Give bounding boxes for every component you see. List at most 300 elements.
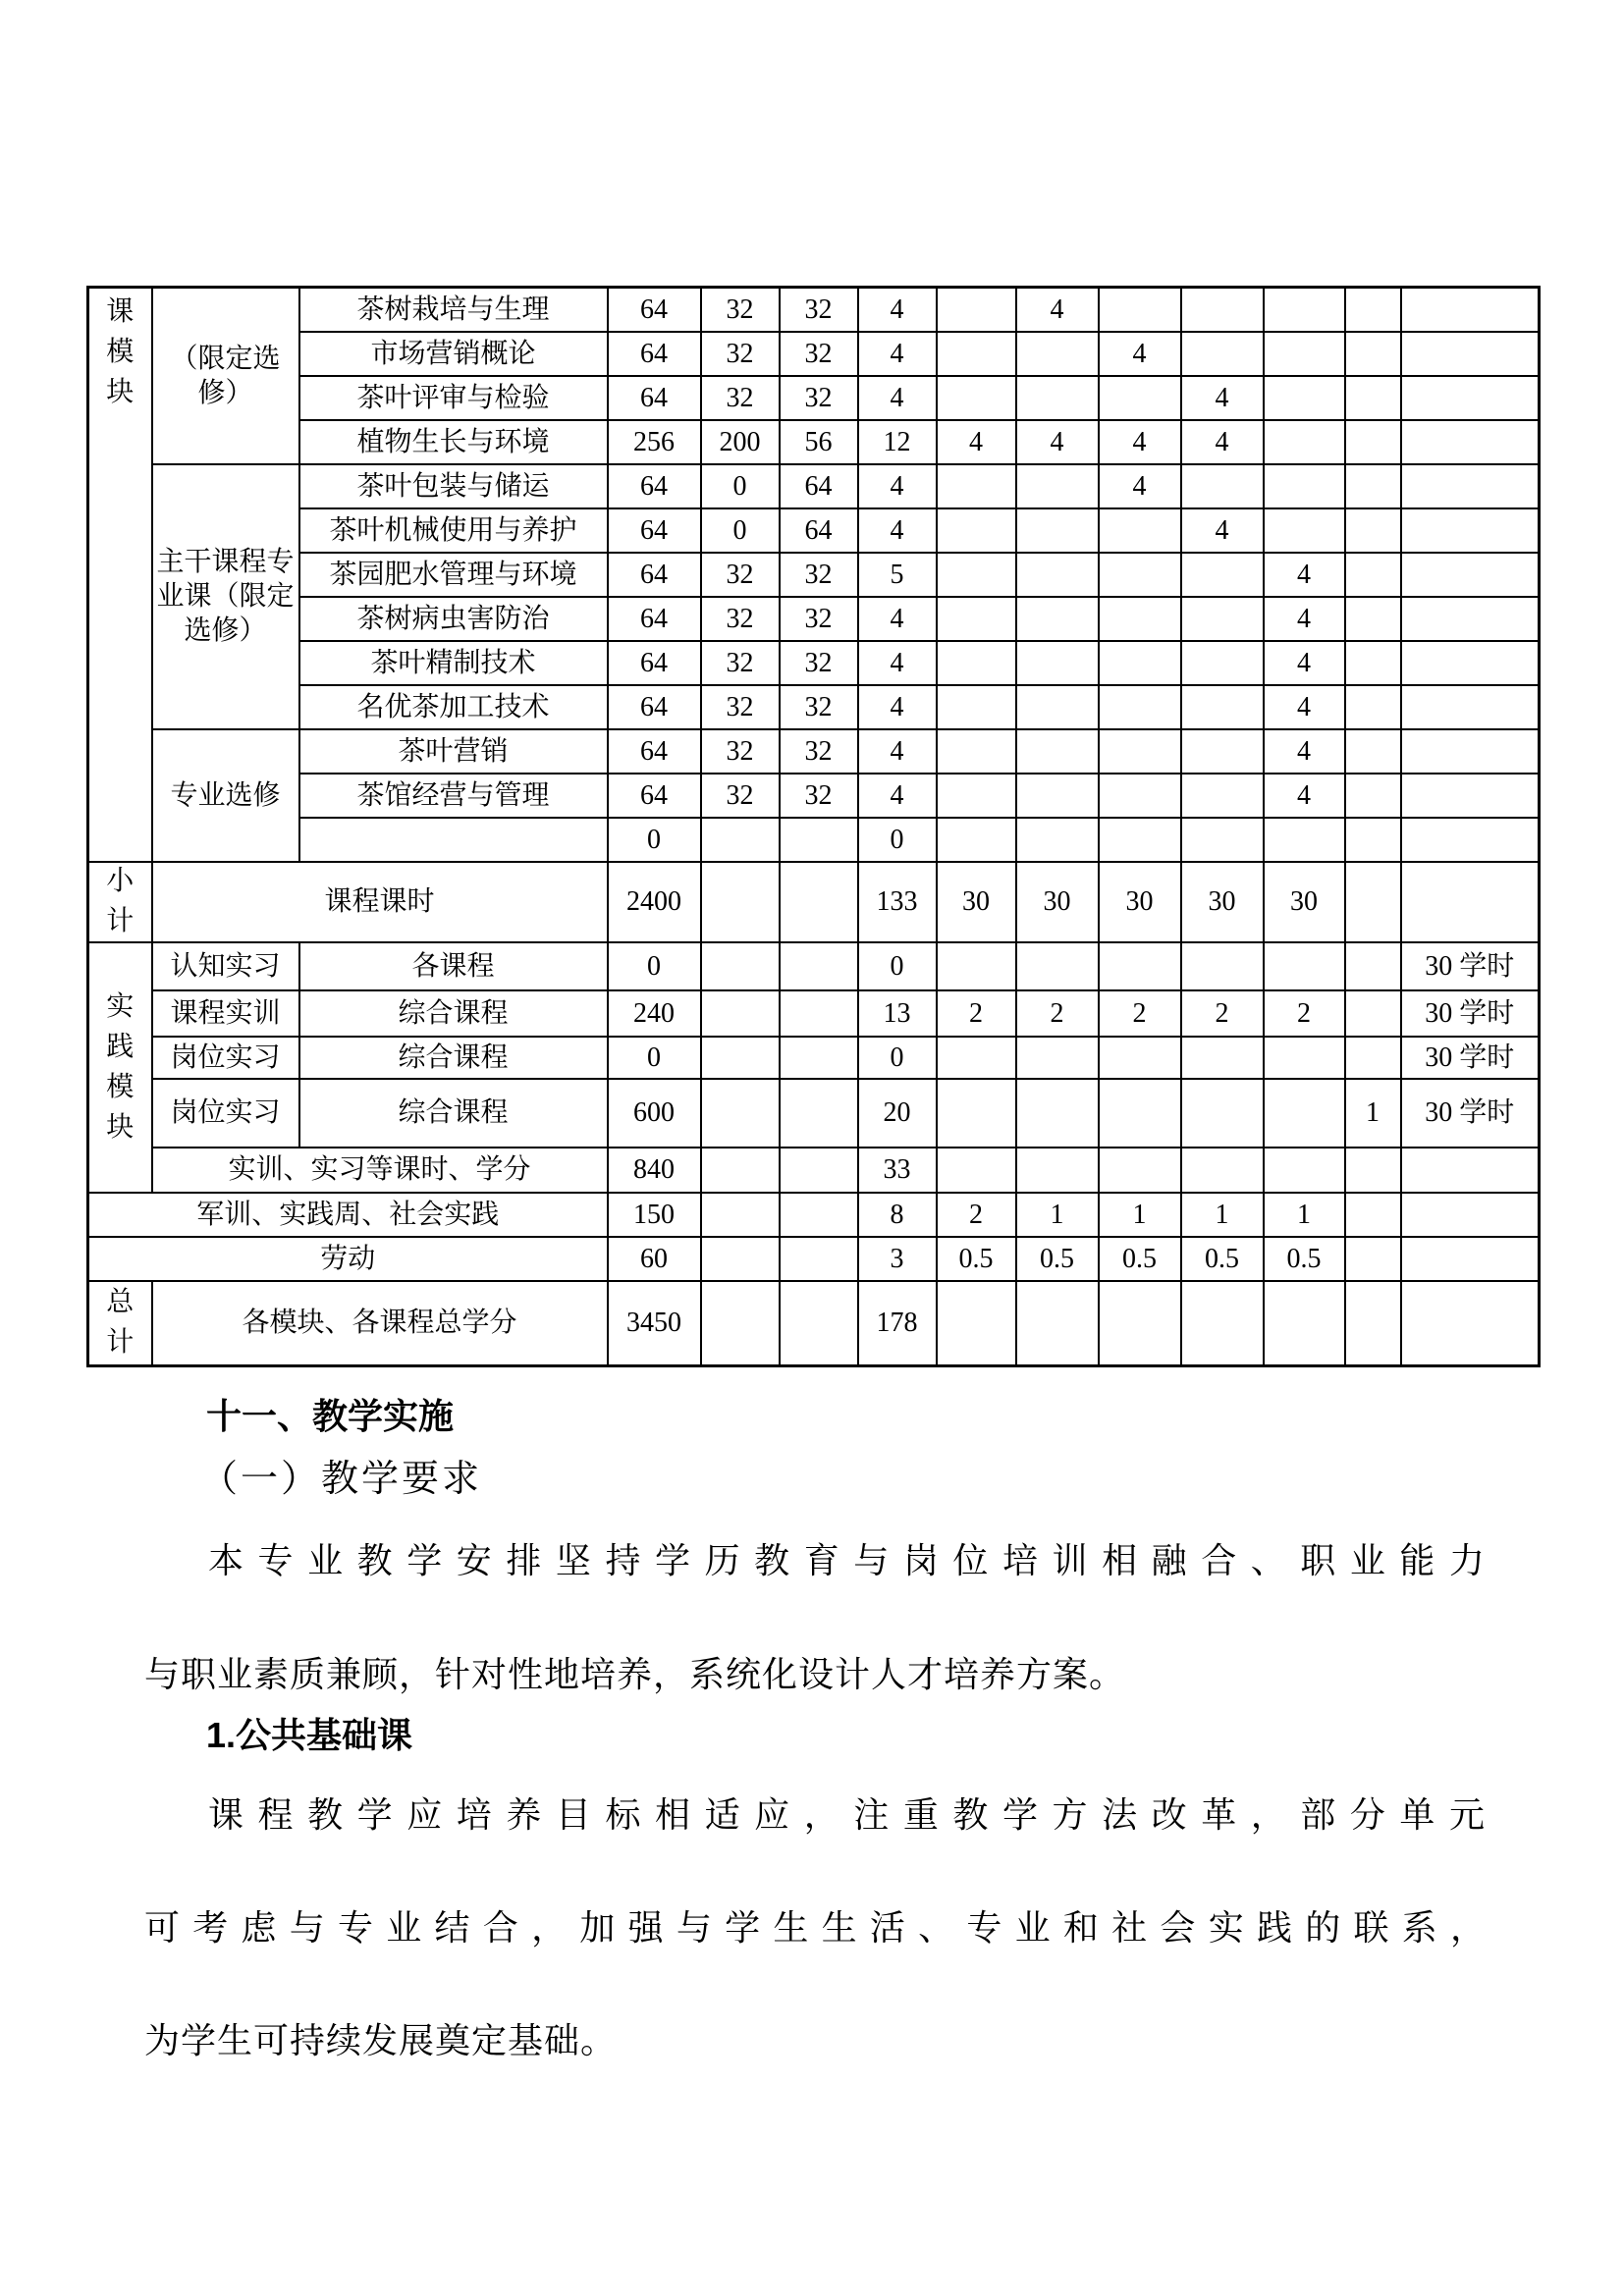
cell-theory: 32 bbox=[701, 774, 780, 818]
practice-row bbox=[88, 990, 1540, 1037]
cell-sem2 bbox=[1016, 1037, 1099, 1079]
cell-practice: 32 bbox=[780, 553, 858, 597]
cell-sem2 bbox=[1016, 729, 1099, 774]
cell-credits: 8 bbox=[858, 1193, 937, 1237]
cell-sem1: 2 bbox=[937, 990, 1016, 1037]
cell-sem3 bbox=[1099, 942, 1181, 990]
cell-sem1 bbox=[937, 464, 1016, 508]
course-name: 茶园肥水管理与环境 bbox=[299, 553, 608, 597]
cell-sem3 bbox=[1099, 597, 1181, 641]
cell-practice bbox=[780, 1079, 858, 1148]
cell-hours: 240 bbox=[608, 990, 701, 1037]
cell-theory bbox=[701, 1037, 780, 1079]
cell-hours: 64 bbox=[608, 288, 701, 332]
cell-theory bbox=[701, 1079, 780, 1148]
cell-sem6 bbox=[1345, 376, 1401, 420]
cell-sem6 bbox=[1345, 990, 1401, 1037]
course-name: 茶馆经营与管理 bbox=[299, 774, 608, 818]
labor-row bbox=[88, 1237, 1540, 1281]
cell-hours: 64 bbox=[608, 774, 701, 818]
grand-total-row bbox=[88, 1281, 1540, 1366]
category-limited-elective: （限定选修） bbox=[152, 288, 299, 464]
cell-sem6 bbox=[1345, 464, 1401, 508]
item-heading: 1.公共基础课 bbox=[206, 1715, 413, 1755]
cell-practice: 64 bbox=[780, 508, 858, 553]
cell-sem6 bbox=[1345, 1148, 1401, 1193]
cell-practice bbox=[780, 942, 858, 990]
table-row bbox=[88, 288, 1540, 332]
cell-theory bbox=[701, 942, 780, 990]
cell-sem2 bbox=[1016, 641, 1099, 685]
cell-sem2: 0.5 bbox=[1016, 1237, 1099, 1281]
cell-sem2: 4 bbox=[1016, 420, 1099, 464]
practice-course: 综合课程 bbox=[299, 1037, 608, 1079]
cell-hours: 150 bbox=[608, 1193, 701, 1237]
cell-sem2: 4 bbox=[1016, 288, 1099, 332]
table-row bbox=[88, 597, 1540, 641]
cell-sem4 bbox=[1181, 818, 1264, 862]
cell-hours: 3450 bbox=[608, 1281, 701, 1366]
cell-theory bbox=[701, 862, 780, 942]
subtotal-title: 课程课时 bbox=[152, 862, 608, 942]
cell-note bbox=[1401, 818, 1540, 862]
course-name: 茶叶营销 bbox=[299, 729, 608, 774]
cell-practice bbox=[780, 862, 858, 942]
table-row bbox=[88, 464, 1540, 508]
cell-sem3: 4 bbox=[1099, 464, 1181, 508]
practice-course: 综合课程 bbox=[299, 990, 608, 1037]
cell-practice: 32 bbox=[780, 376, 858, 420]
cell-sem6 bbox=[1345, 1281, 1401, 1366]
cell-sem3 bbox=[1099, 1148, 1181, 1193]
cell-sem6 bbox=[1345, 818, 1401, 862]
cell-sem5: 4 bbox=[1264, 553, 1345, 597]
cell-sem3: 4 bbox=[1099, 420, 1181, 464]
cell-sem1 bbox=[937, 774, 1016, 818]
cell-sem2 bbox=[1016, 553, 1099, 597]
cell-theory: 32 bbox=[701, 553, 780, 597]
military-label: 军训、实践周、社会实践 bbox=[88, 1193, 608, 1237]
module-label-cell bbox=[88, 942, 152, 1193]
cell-sem2 bbox=[1016, 1079, 1099, 1148]
cell-note bbox=[1401, 288, 1540, 332]
cell-note bbox=[1401, 1237, 1540, 1281]
cell-sem6 bbox=[1345, 685, 1401, 729]
practice-module-label: 实 践 模 块 bbox=[106, 990, 135, 1143]
cell-sem2 bbox=[1016, 685, 1099, 729]
cell-sem5: 4 bbox=[1264, 641, 1345, 685]
cell-sem6 bbox=[1345, 1037, 1401, 1079]
cell-sem4 bbox=[1181, 1037, 1264, 1079]
cell-theory: 32 bbox=[701, 641, 780, 685]
grand-total-title: 各模块、各课程总学分 bbox=[152, 1281, 608, 1366]
cell-sem3: 4 bbox=[1099, 332, 1181, 376]
table-row bbox=[88, 508, 1540, 553]
category-professional-elective: 专业选修 bbox=[152, 729, 299, 862]
course-name bbox=[299, 818, 608, 862]
subsection-heading: （一）教学要求 bbox=[200, 1459, 483, 1500]
cell-note bbox=[1401, 420, 1540, 464]
cell-sem2 bbox=[1016, 1148, 1099, 1193]
paragraph-line: 本专业教学安排坚持学历教育与岗位培训相融合、职业能力 bbox=[208, 1541, 1485, 1580]
cell-sem1 bbox=[937, 332, 1016, 376]
cell-sem2 bbox=[1016, 508, 1099, 553]
cell-theory: 32 bbox=[701, 597, 780, 641]
cell-theory bbox=[701, 1148, 780, 1193]
cell-sem5: 2 bbox=[1264, 990, 1345, 1037]
cell-theory bbox=[701, 1237, 780, 1281]
cell-hours: 0 bbox=[608, 942, 701, 990]
cell-hours: 64 bbox=[608, 464, 701, 508]
cell-theory: 0 bbox=[701, 508, 780, 553]
cell-sem4 bbox=[1181, 288, 1264, 332]
cell-sem3 bbox=[1099, 1079, 1181, 1148]
cell-note bbox=[1401, 597, 1540, 641]
paragraph-line: 可考虑与专业结合，加强与学生生活、专业和社会实践的联系， bbox=[144, 1908, 1486, 1948]
cell-note bbox=[1401, 685, 1540, 729]
cell-hours: 0 bbox=[608, 1037, 701, 1079]
cell-practice: 32 bbox=[780, 288, 858, 332]
course-name: 茶叶评审与检验 bbox=[299, 376, 608, 420]
cell-practice: 32 bbox=[780, 729, 858, 774]
table-row bbox=[88, 641, 1540, 685]
cell-sem5: 30 bbox=[1264, 862, 1345, 942]
cell-sem3: 1 bbox=[1099, 1193, 1181, 1237]
cell-sem5: 4 bbox=[1264, 685, 1345, 729]
module-label-cell bbox=[88, 1281, 152, 1366]
cell-hours: 60 bbox=[608, 1237, 701, 1281]
cell-sem1: 4 bbox=[937, 420, 1016, 464]
table-row-empty bbox=[88, 818, 1540, 862]
cell-note bbox=[1401, 1148, 1540, 1193]
cell-sem3 bbox=[1099, 729, 1181, 774]
cell-theory: 32 bbox=[701, 729, 780, 774]
cell-sem3 bbox=[1099, 774, 1181, 818]
cell-sem6: 1 bbox=[1345, 1079, 1401, 1148]
cell-sem5: 4 bbox=[1264, 729, 1345, 774]
cell-theory: 32 bbox=[701, 685, 780, 729]
cell-sem4 bbox=[1181, 942, 1264, 990]
cell-practice: 32 bbox=[780, 774, 858, 818]
cell-sem4 bbox=[1181, 1148, 1264, 1193]
table-row bbox=[88, 420, 1540, 464]
cell-sem4 bbox=[1181, 774, 1264, 818]
module-label-cell bbox=[88, 862, 152, 942]
cell-sem1 bbox=[937, 376, 1016, 420]
course-name: 植物生长与环境 bbox=[299, 420, 608, 464]
cell-sem6 bbox=[1345, 288, 1401, 332]
cell-sem2: 1 bbox=[1016, 1193, 1099, 1237]
cell-hours: 600 bbox=[608, 1079, 701, 1148]
cell-sem5: 4 bbox=[1264, 774, 1345, 818]
cell-sem2 bbox=[1016, 332, 1099, 376]
cell-sem4 bbox=[1181, 685, 1264, 729]
cell-sem5 bbox=[1264, 1037, 1345, 1079]
cell-sem3 bbox=[1099, 288, 1181, 332]
cell-hours: 64 bbox=[608, 332, 701, 376]
cell-theory: 32 bbox=[701, 332, 780, 376]
cell-sem6 bbox=[1345, 553, 1401, 597]
labor-label: 劳动 bbox=[88, 1237, 608, 1281]
cell-sem4 bbox=[1181, 729, 1264, 774]
cell-sem4: 4 bbox=[1181, 376, 1264, 420]
cell-note bbox=[1401, 1193, 1540, 1237]
section-heading: 十一、教学实施 bbox=[206, 1396, 455, 1436]
paragraph-line: 为学生可持续发展奠定基础。 bbox=[144, 2021, 618, 2060]
cell-sem2 bbox=[1016, 774, 1099, 818]
cell-practice bbox=[780, 1237, 858, 1281]
practice-total-label: 实训、实习等课时、学分 bbox=[152, 1148, 608, 1193]
cell-sem3 bbox=[1099, 553, 1181, 597]
cell-credits: 3 bbox=[858, 1237, 937, 1281]
practice-course: 各课程 bbox=[299, 942, 608, 990]
subtotal-label: 小 计 bbox=[106, 866, 135, 936]
cell-sem3 bbox=[1099, 376, 1181, 420]
cell-credits: 20 bbox=[858, 1079, 937, 1148]
cell-sem2 bbox=[1016, 376, 1099, 420]
cell-sem6 bbox=[1345, 862, 1401, 942]
cell-sem3 bbox=[1099, 1037, 1181, 1079]
cell-credits: 4 bbox=[858, 508, 937, 553]
cell-practice bbox=[780, 1281, 858, 1366]
paragraph-line: 课程教学应培养目标相适应，注重教学方法改革，部分单元 bbox=[208, 1795, 1485, 1835]
cell-hours: 64 bbox=[608, 508, 701, 553]
cell-sem1: 30 bbox=[937, 862, 1016, 942]
subtotal-row bbox=[88, 862, 1540, 942]
cell-credits: 13 bbox=[858, 990, 937, 1037]
cell-sem4 bbox=[1181, 332, 1264, 376]
cell-sem1 bbox=[937, 942, 1016, 990]
cell-note bbox=[1401, 729, 1540, 774]
cell-note bbox=[1401, 508, 1540, 553]
cell-credits: 4 bbox=[858, 464, 937, 508]
cell-sem6 bbox=[1345, 729, 1401, 774]
cell-sem5 bbox=[1264, 942, 1345, 990]
cell-practice: 64 bbox=[780, 464, 858, 508]
category-main-courses: 主干课程专业课（限定选修） bbox=[152, 464, 299, 729]
cell-hours: 64 bbox=[608, 729, 701, 774]
cell-practice bbox=[780, 1148, 858, 1193]
cell-sem1 bbox=[937, 1037, 1016, 1079]
cell-theory bbox=[701, 1281, 780, 1366]
cell-hours: 64 bbox=[608, 376, 701, 420]
practice-category: 认知实习 bbox=[152, 942, 299, 990]
practice-row bbox=[88, 942, 1540, 990]
cell-theory: 32 bbox=[701, 376, 780, 420]
cell-credits: 4 bbox=[858, 641, 937, 685]
cell-sem6 bbox=[1345, 597, 1401, 641]
cell-theory: 0 bbox=[701, 464, 780, 508]
practice-row bbox=[88, 1079, 1540, 1148]
cell-sem4 bbox=[1181, 553, 1264, 597]
cell-practice: 32 bbox=[780, 332, 858, 376]
cell-theory bbox=[701, 990, 780, 1037]
cell-sem6 bbox=[1345, 641, 1401, 685]
cell-sem5: 0.5 bbox=[1264, 1237, 1345, 1281]
course-name: 市场营销概论 bbox=[299, 332, 608, 376]
cell-credits: 178 bbox=[858, 1281, 937, 1366]
table-row bbox=[88, 376, 1540, 420]
cell-sem1 bbox=[937, 685, 1016, 729]
cell-sem1 bbox=[937, 288, 1016, 332]
cell-sem1 bbox=[937, 729, 1016, 774]
cell-sem1 bbox=[937, 508, 1016, 553]
cell-credits: 4 bbox=[858, 288, 937, 332]
cell-sem5 bbox=[1264, 818, 1345, 862]
cell-sem1 bbox=[937, 1281, 1016, 1366]
practice-category: 岗位实习 bbox=[152, 1079, 299, 1148]
cell-sem4: 4 bbox=[1181, 508, 1264, 553]
cell-sem3 bbox=[1099, 818, 1181, 862]
cell-credits: 4 bbox=[858, 597, 937, 641]
module-label-cell bbox=[88, 288, 152, 862]
cell-theory bbox=[701, 1193, 780, 1237]
cell-hours: 840 bbox=[608, 1148, 701, 1193]
cell-note bbox=[1401, 553, 1540, 597]
cell-hours: 2400 bbox=[608, 862, 701, 942]
cell-credits: 4 bbox=[858, 685, 937, 729]
cell-sem5 bbox=[1264, 464, 1345, 508]
cell-practice bbox=[780, 1193, 858, 1237]
table-row bbox=[88, 553, 1540, 597]
cell-sem5 bbox=[1264, 332, 1345, 376]
cell-sem5: 4 bbox=[1264, 597, 1345, 641]
cell-sem1 bbox=[937, 641, 1016, 685]
cell-sem1 bbox=[937, 1079, 1016, 1148]
cell-sem3 bbox=[1099, 508, 1181, 553]
cell-sem1 bbox=[937, 553, 1016, 597]
cell-sem6 bbox=[1345, 332, 1401, 376]
cell-practice bbox=[780, 990, 858, 1037]
cell-sem5 bbox=[1264, 1281, 1345, 1366]
cell-sem5 bbox=[1264, 508, 1345, 553]
cell-sem2 bbox=[1016, 942, 1099, 990]
cell-sem2 bbox=[1016, 464, 1099, 508]
grand-total-label: 总 计 bbox=[106, 1287, 135, 1359]
course-name: 茶叶精制技术 bbox=[299, 641, 608, 685]
cell-practice: 32 bbox=[780, 597, 858, 641]
course-name: 茶叶机械使用与养护 bbox=[299, 508, 608, 553]
practice-row bbox=[88, 1037, 1540, 1079]
cell-note bbox=[1401, 862, 1540, 942]
cell-note: 30 学时 bbox=[1401, 990, 1540, 1037]
cell-practice: 32 bbox=[780, 685, 858, 729]
cell-practice bbox=[780, 818, 858, 862]
module-label: 课 模 块 bbox=[106, 296, 135, 408]
cell-sem6 bbox=[1345, 942, 1401, 990]
cell-theory: 200 bbox=[701, 420, 780, 464]
cell-sem5 bbox=[1264, 376, 1345, 420]
cell-sem4: 1 bbox=[1181, 1193, 1264, 1237]
cell-note bbox=[1401, 1281, 1540, 1366]
cell-sem4 bbox=[1181, 597, 1264, 641]
practice-category: 岗位实习 bbox=[152, 1037, 299, 1079]
cell-credits: 33 bbox=[858, 1148, 937, 1193]
cell-sem2 bbox=[1016, 1281, 1099, 1366]
cell-sem5 bbox=[1264, 420, 1345, 464]
table-row bbox=[88, 332, 1540, 376]
cell-credits: 4 bbox=[858, 376, 937, 420]
practice-course: 综合课程 bbox=[299, 1079, 608, 1148]
cell-credits: 0 bbox=[858, 1037, 937, 1079]
paragraph-line: 与职业素质兼顾，针对性地培养，系统化设计人才培养方案。 bbox=[144, 1655, 1126, 1694]
cell-practice bbox=[780, 1037, 858, 1079]
cell-sem3: 30 bbox=[1099, 862, 1181, 942]
cell-sem6 bbox=[1345, 420, 1401, 464]
cell-sem5: 1 bbox=[1264, 1193, 1345, 1237]
cell-sem4: 4 bbox=[1181, 420, 1264, 464]
cell-sem2: 2 bbox=[1016, 990, 1099, 1037]
cell-note bbox=[1401, 774, 1540, 818]
cell-hours: 64 bbox=[608, 685, 701, 729]
cell-sem1: 0.5 bbox=[937, 1237, 1016, 1281]
cell-credits: 4 bbox=[858, 729, 937, 774]
cell-sem4 bbox=[1181, 464, 1264, 508]
cell-sem4 bbox=[1181, 1079, 1264, 1148]
cell-sem6 bbox=[1345, 1237, 1401, 1281]
cell-practice: 32 bbox=[780, 641, 858, 685]
cell-sem2 bbox=[1016, 818, 1099, 862]
cell-sem6 bbox=[1345, 508, 1401, 553]
course-name: 茶树栽培与生理 bbox=[299, 288, 608, 332]
table-row bbox=[88, 729, 1540, 774]
cell-credits: 12 bbox=[858, 420, 937, 464]
cell-note: 30 学时 bbox=[1401, 1079, 1540, 1148]
cell-sem1 bbox=[937, 597, 1016, 641]
cell-note bbox=[1401, 641, 1540, 685]
cell-credits: 5 bbox=[858, 553, 937, 597]
cell-sem6 bbox=[1345, 774, 1401, 818]
cell-hours: 0 bbox=[608, 818, 701, 862]
cell-sem5 bbox=[1264, 288, 1345, 332]
practice-total-row bbox=[88, 1148, 1540, 1193]
cell-sem4: 0.5 bbox=[1181, 1237, 1264, 1281]
cell-sem4 bbox=[1181, 641, 1264, 685]
course-name: 茶叶包装与储运 bbox=[299, 464, 608, 508]
cell-sem1 bbox=[937, 818, 1016, 862]
cell-credits: 0 bbox=[858, 818, 937, 862]
cell-hours: 64 bbox=[608, 553, 701, 597]
cell-note bbox=[1401, 376, 1540, 420]
cell-theory: 32 bbox=[701, 288, 780, 332]
practice-category: 课程实训 bbox=[152, 990, 299, 1037]
cell-note bbox=[1401, 464, 1540, 508]
cell-sem3 bbox=[1099, 685, 1181, 729]
cell-sem3: 0.5 bbox=[1099, 1237, 1181, 1281]
cell-sem5 bbox=[1264, 1148, 1345, 1193]
cell-sem3: 2 bbox=[1099, 990, 1181, 1037]
curriculum-table bbox=[86, 286, 1541, 1367]
cell-sem6 bbox=[1345, 1193, 1401, 1237]
course-name: 茶树病虫害防治 bbox=[299, 597, 608, 641]
cell-sem1 bbox=[937, 1148, 1016, 1193]
cell-sem2 bbox=[1016, 597, 1099, 641]
table-row bbox=[88, 685, 1540, 729]
cell-credits: 133 bbox=[858, 862, 937, 942]
cell-note: 30 学时 bbox=[1401, 1037, 1540, 1079]
cell-note: 30 学时 bbox=[1401, 942, 1540, 990]
cell-sem5 bbox=[1264, 1079, 1345, 1148]
cell-hours: 256 bbox=[608, 420, 701, 464]
cell-theory bbox=[701, 818, 780, 862]
cell-hours: 64 bbox=[608, 597, 701, 641]
course-name: 名优茶加工技术 bbox=[299, 685, 608, 729]
cell-practice: 56 bbox=[780, 420, 858, 464]
cell-credits: 4 bbox=[858, 332, 937, 376]
table-row bbox=[88, 774, 1540, 818]
cell-note bbox=[1401, 332, 1540, 376]
cell-sem3 bbox=[1099, 641, 1181, 685]
